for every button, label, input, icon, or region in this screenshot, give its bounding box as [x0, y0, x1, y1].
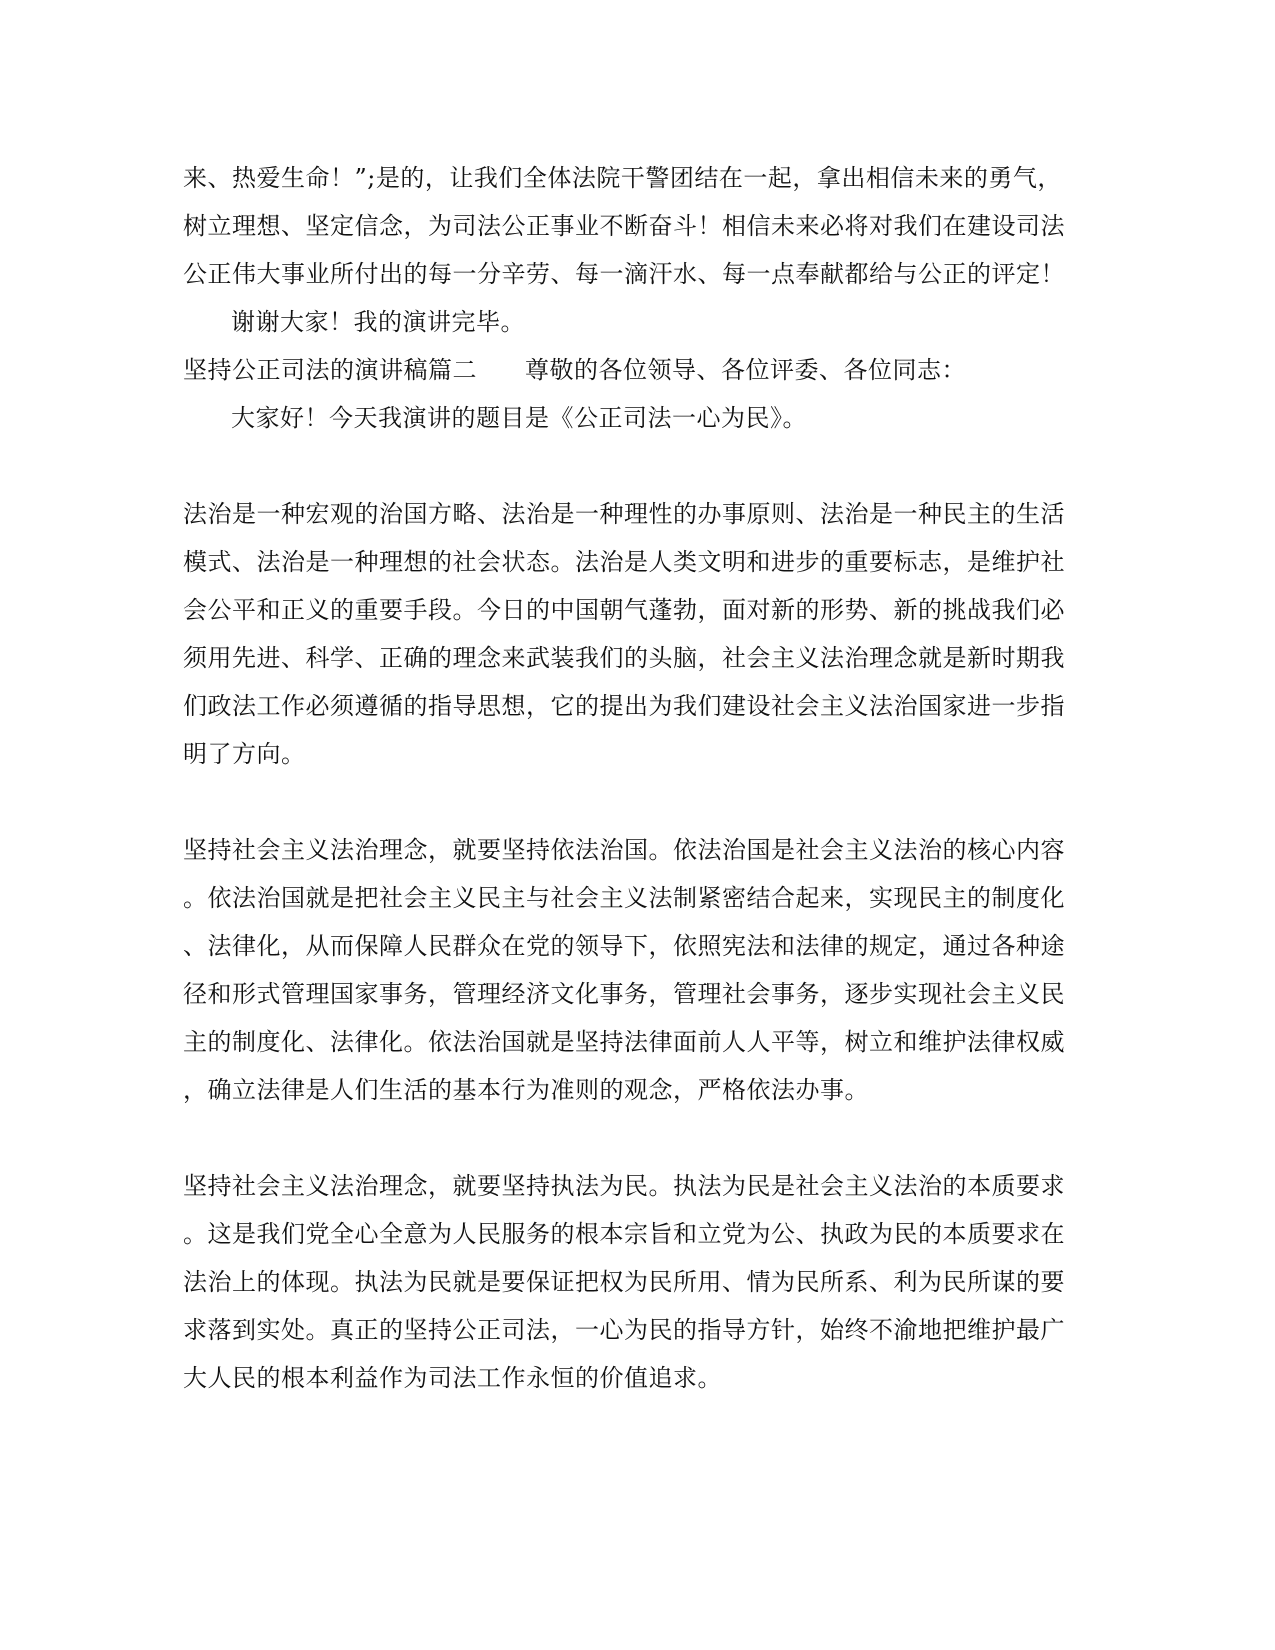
- text-line: 树立理想、坚定信念，为司法公正事业不断奋斗！相信未来必将对我们在建设司法: [183, 212, 1065, 240]
- text-line: 们政法工作必须遵循的指导思想，它的提出为我们建设社会主义法治国家进一步指: [183, 692, 1065, 720]
- paragraph-1: [183, 490, 1093, 778]
- text-line: 模式、法治是一种理想的社会状态。法治是人类文明和进步的重要标志，是维护社: [183, 548, 1065, 576]
- paragraph-continuation: [183, 154, 1093, 298]
- paragraph-gap: [183, 1114, 1093, 1162]
- section-heading-line: [183, 346, 1093, 394]
- paragraph-3: [183, 1162, 1093, 1402]
- paragraph-gap: [183, 778, 1093, 826]
- intro-line: 大家好！今天我演讲的题目是《公正司法一心为民》。: [231, 404, 807, 432]
- paragraph-gap: [183, 442, 1093, 490]
- document-body: [183, 154, 1093, 1402]
- text-line: 会公平和正义的重要手段。今日的中国朝气蓬勃，面对新的形势、新的挑战我们必: [183, 596, 1065, 624]
- text-line: 。这是我们党全心全意为人民服务的根本宗旨和立党为公、执政为民的本质要求在: [183, 1220, 1065, 1248]
- text-line: 求落到实处。真正的坚持公正司法，一心为民的指导方针，始终不渝地把维护最广: [183, 1316, 1065, 1344]
- text-line: 来、热爱生命！”;是的，让我们全体法院干警团结在一起，拿出相信未来的勇气，: [183, 164, 1062, 192]
- text-line: 须用先进、科学、正确的理念来武装我们的头脑，社会主义法治理念就是新时期我: [183, 644, 1065, 672]
- salutation: 尊敬的各位领导、各位评委、各位同志：: [525, 356, 966, 384]
- text-line: ，确立法律是人们生活的基本行为准则的观念，严格依法办事。: [183, 1076, 869, 1104]
- text-line: 径和形式管理国家事务，管理经济文化事务，管理社会事务，逐步实现社会主义民: [183, 980, 1065, 1008]
- text-line: 坚持社会主义法治理念，就要坚持执法为民。执法为民是社会主义法治的本质要求: [183, 1172, 1065, 1200]
- paragraph-2: [183, 826, 1093, 1114]
- text-line: 主的制度化、法律化。依法治国就是坚持法律面前人人平等，树立和维护法律权威: [183, 1028, 1065, 1056]
- text-line: 法治上的体现。执法为民就是要保证把权为民所用、情为民所系、利为民所谋的要: [183, 1268, 1065, 1296]
- text-line: 大人民的根本利益作为司法工作永恒的价值追求。: [183, 1364, 722, 1392]
- text-line: 明了方向。: [183, 740, 306, 768]
- text-line: 、法律化，从而保障人民群众在党的领导下，依照宪法和法律的规定，通过各种途: [183, 932, 1065, 960]
- text-line: 。依法治国就是把社会主义民主与社会主义法制紧密结合起来，实现民主的制度化: [183, 884, 1065, 912]
- text-line: 坚持社会主义法治理念，就要坚持依法治国。依法治国是社会主义法治的核心内容: [183, 836, 1065, 864]
- section-title: 坚持公正司法的演讲稿篇二: [183, 356, 477, 384]
- text-line: 法治是一种宏观的治国方略、法治是一种理性的办事原则、法治是一种民主的生活: [183, 500, 1065, 528]
- closing-line: 谢谢大家！我的演讲完毕。: [231, 308, 525, 336]
- text-line: 公正伟大事业所付出的每一分辛劳、每一滴汗水、每一点奉献都给与公正的评定！: [183, 260, 1065, 288]
